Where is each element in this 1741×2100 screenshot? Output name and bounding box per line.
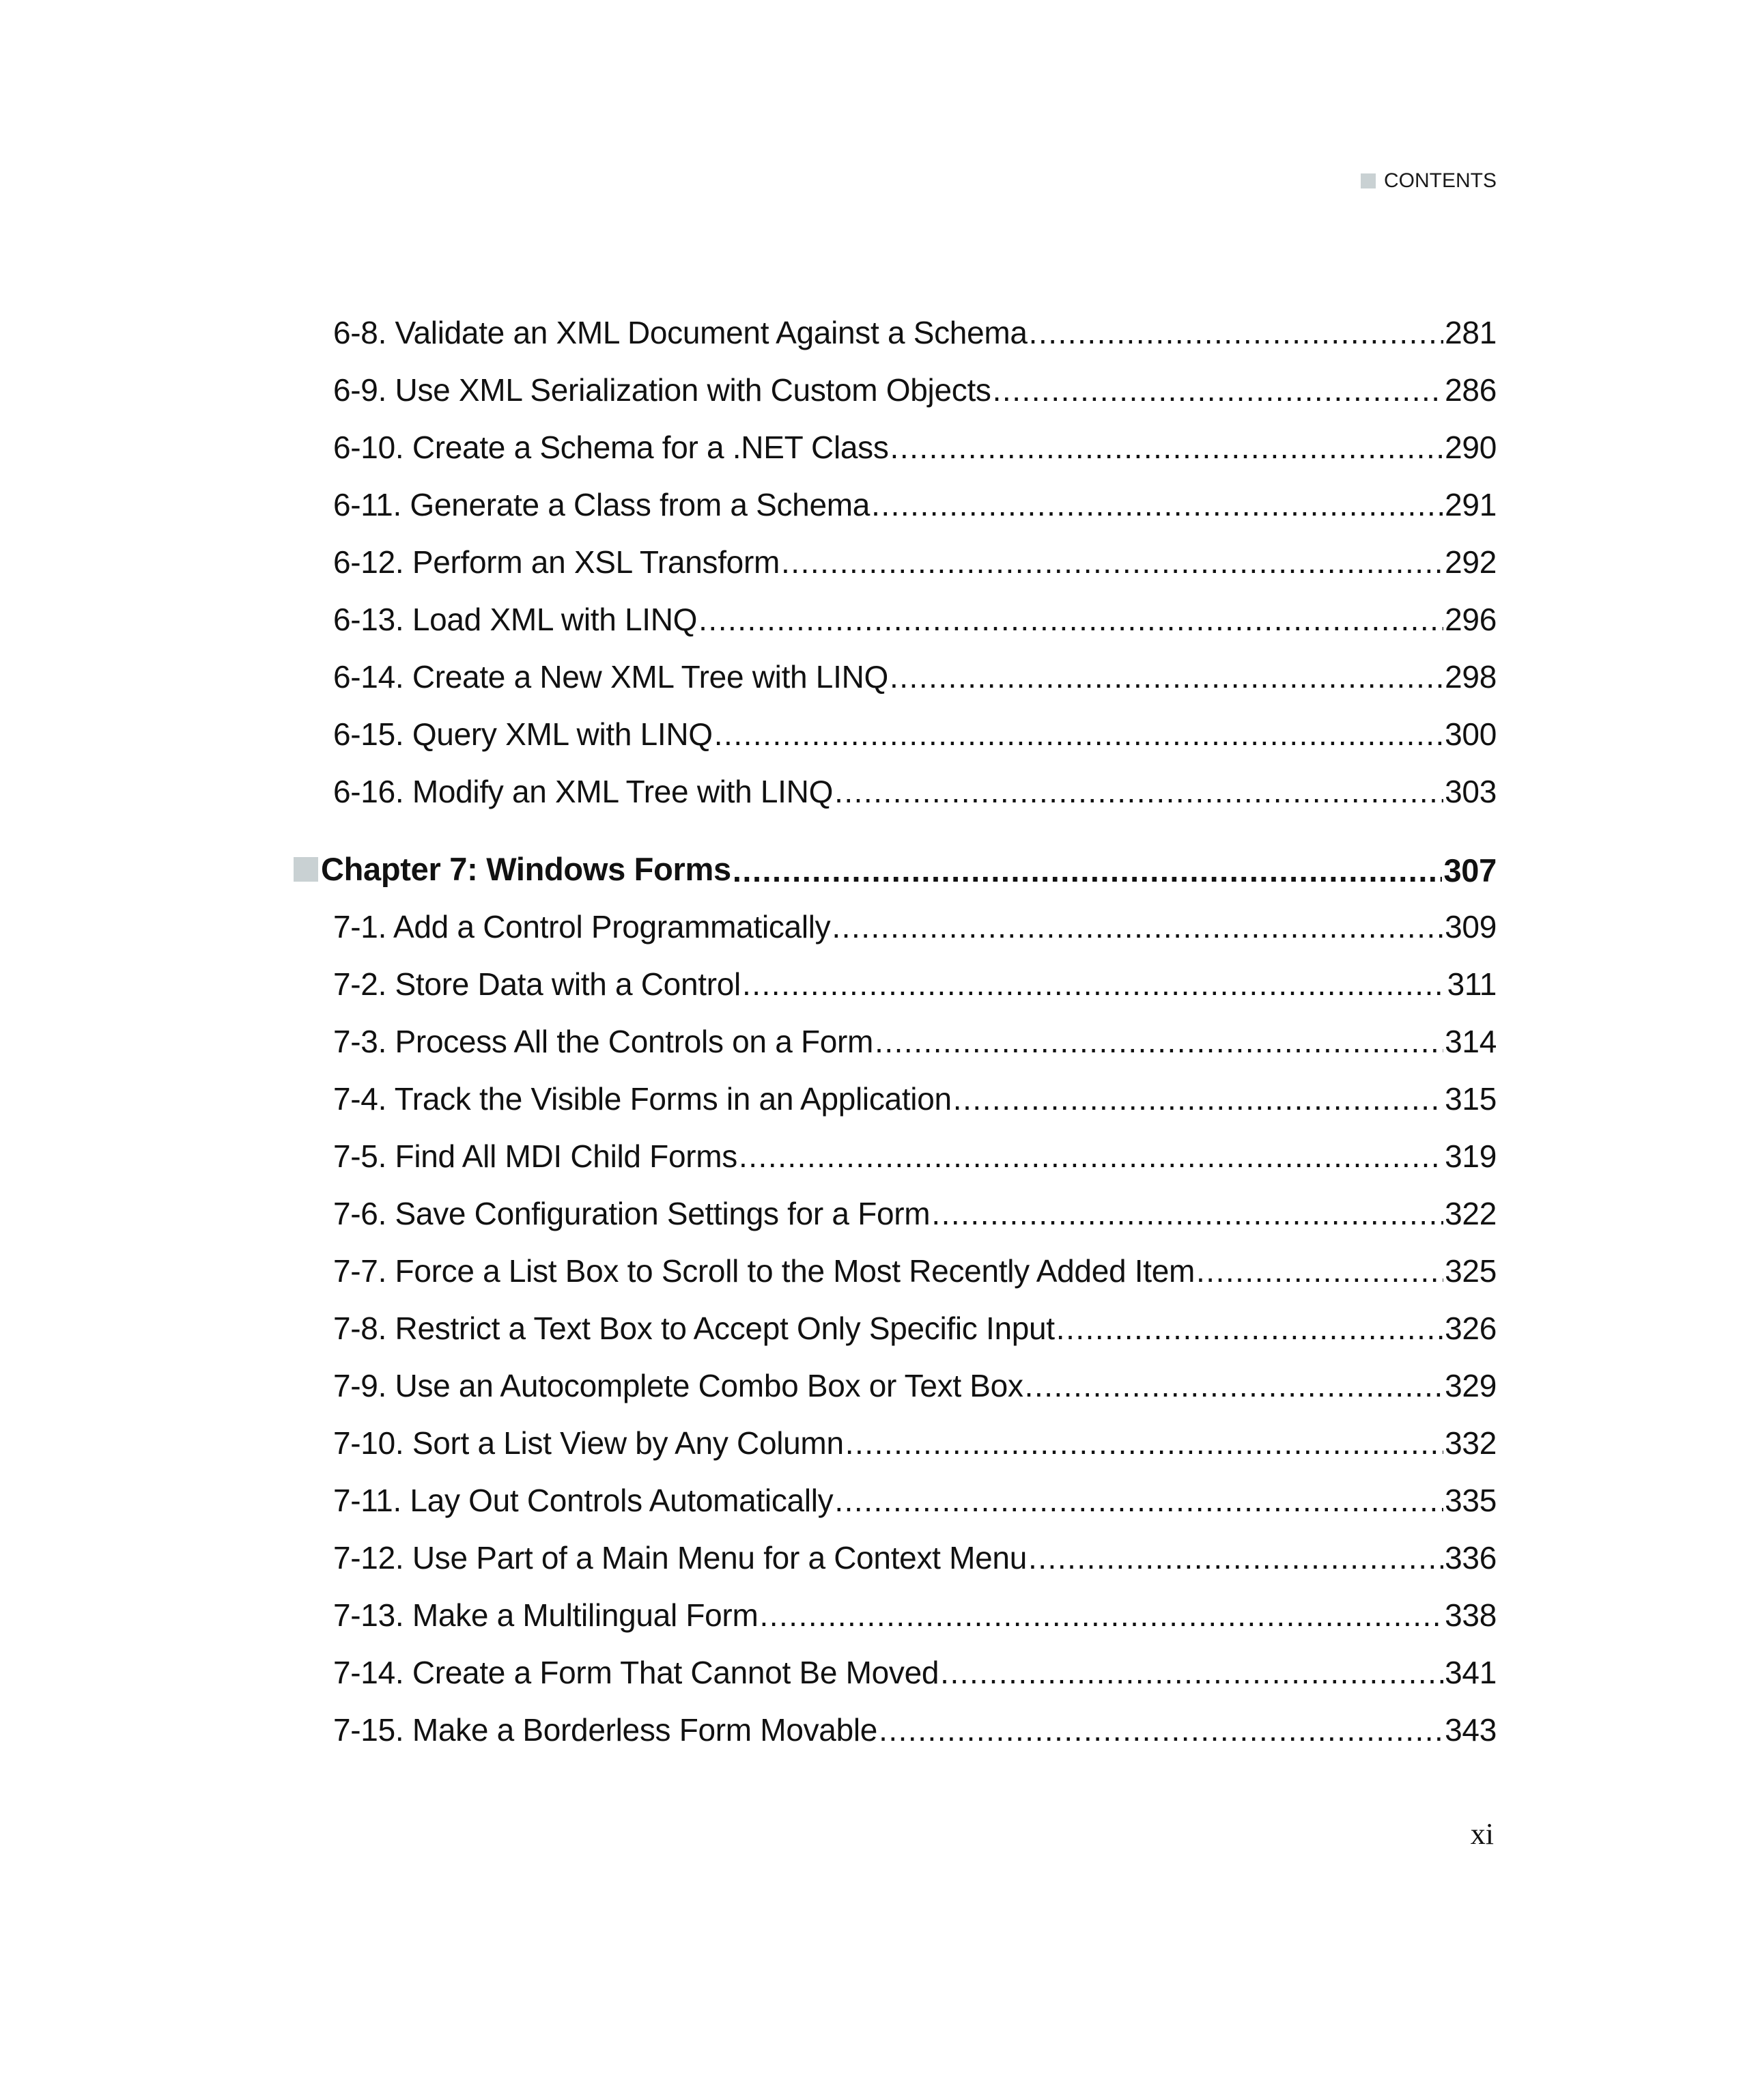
toc-entry-page: 300 — [1445, 716, 1497, 752]
toc-leader-dots — [733, 842, 1443, 899]
toc-chapter-title: Chapter 7: Windows Forms — [321, 851, 731, 887]
toc-entry-page: 335 — [1445, 1483, 1497, 1518]
toc-entry-title: 6-10. Create a Schema for a .NET Class — [333, 430, 889, 465]
toc-entry-title: 6-8. Validate an XML Document Against a Schema — [333, 315, 1028, 350]
page-number: xi — [1470, 1817, 1494, 1851]
toc-entry-title: 7-11. Lay Out Controls Automatically — [333, 1483, 834, 1518]
toc-entry[interactable] — [294, 763, 1497, 820]
toc-leader-dots — [1025, 1357, 1443, 1414]
toc-leader-dots — [845, 1414, 1443, 1472]
toc-entry-title: 6-12. Perform an XSL Transform — [333, 544, 780, 580]
toc-entry[interactable] — [294, 1185, 1497, 1242]
toc-entry[interactable] — [294, 591, 1497, 648]
toc-leader-dots — [940, 1644, 1443, 1701]
toc-entry-title: 7-15. Make a Borderless Form Movable — [333, 1712, 878, 1748]
toc-entry[interactable] — [294, 1586, 1497, 1644]
toc-entry[interactable] — [294, 1472, 1497, 1529]
toc-entry-page: 290 — [1445, 430, 1497, 465]
toc-entry-page: 322 — [1445, 1196, 1497, 1231]
toc-entry-page: 311 — [1447, 966, 1497, 1002]
toc-entry-page: 281 — [1445, 315, 1497, 350]
toc-entry-page: 326 — [1445, 1311, 1497, 1346]
toc-entry-page: 325 — [1445, 1253, 1497, 1289]
toc-entry[interactable] — [294, 705, 1497, 763]
toc-entry-page: 329 — [1445, 1368, 1497, 1403]
toc-entry-title: 7-4. Track the Visible Forms in an Application — [333, 1081, 952, 1117]
toc-leader-dots — [742, 955, 1446, 1013]
toc-entry-title: 7-10. Sort a List View by Any Column — [333, 1425, 844, 1461]
toc-entry[interactable] — [294, 1070, 1497, 1128]
toc-entry[interactable] — [294, 419, 1497, 476]
toc-leader-dots — [1056, 1300, 1443, 1357]
toc-entry-page: 341 — [1445, 1655, 1497, 1690]
toc-entry[interactable] — [294, 1414, 1497, 1472]
toc-entry-title: 7-5. Find All MDI Child Forms — [333, 1138, 737, 1174]
toc-leader-dots — [739, 1128, 1443, 1185]
toc-leader-dots — [1028, 1529, 1443, 1586]
toc-leader-dots — [953, 1070, 1443, 1128]
toc-entry[interactable] — [294, 1300, 1497, 1357]
toc-entry[interactable] — [294, 1357, 1497, 1414]
toc-entry[interactable] — [294, 361, 1497, 419]
toc-entry[interactable] — [294, 476, 1497, 533]
toc-entry-page: 314 — [1445, 1024, 1497, 1059]
toc-leader-dots — [993, 361, 1444, 419]
toc-entry-page: 303 — [1445, 774, 1497, 809]
toc-entry-page: 315 — [1445, 1081, 1497, 1117]
toc-entry-page: 319 — [1445, 1138, 1497, 1174]
toc-entry-title: 7-2. Store Data with a Control — [333, 966, 741, 1002]
header-square-icon — [1361, 173, 1376, 188]
toc-leader-dots — [875, 1013, 1443, 1070]
toc-leader-dots — [714, 705, 1443, 763]
toc-leader-dots — [890, 648, 1443, 705]
toc-entry[interactable] — [294, 1529, 1497, 1586]
toc-entry-page: 338 — [1445, 1597, 1497, 1633]
toc-entry-title: 7-14. Create a Form That Cannot Be Moved — [333, 1655, 939, 1690]
toc-entry[interactable] — [294, 898, 1497, 955]
toc-entry-title: 6-9. Use XML Serialization with Custom Objects — [333, 372, 991, 408]
toc-leader-dots — [834, 763, 1443, 820]
toc-entry-title: 7-7. Force a List Box to Scroll to the Most Recently Added Item — [333, 1253, 1195, 1289]
toc-entry-title: 7-3. Process All the Controls on a Form — [333, 1024, 874, 1059]
toc-entry[interactable] — [294, 304, 1497, 361]
toc-leader-dots — [931, 1185, 1443, 1242]
toc-entry-title: 6-15. Query XML with LINQ — [333, 716, 713, 752]
toc-entry[interactable] — [294, 1128, 1497, 1185]
toc-entry-page: 291 — [1445, 487, 1497, 522]
toc-entry-page: 298 — [1445, 659, 1497, 695]
toc-chapter-title-wrap — [294, 841, 731, 898]
toc-chapter-heading[interactable] — [294, 841, 1497, 898]
toc-entry-page: 292 — [1445, 544, 1497, 580]
toc-entry-title: 7-8. Restrict a Text Box to Accept Only Specific Input — [333, 1311, 1055, 1346]
toc-entry-title: 6-16. Modify an XML Tree with LINQ — [333, 774, 834, 809]
toc-leader-dots — [879, 1701, 1443, 1759]
toc-leader-dots — [698, 591, 1443, 648]
running-header — [1361, 169, 1497, 193]
toc-leader-dots — [871, 476, 1443, 533]
toc-leader-dots — [890, 419, 1444, 476]
toc-entry-title: 7-12. Use Part of a Main Menu for a Context Menu — [333, 1540, 1027, 1576]
toc-entry[interactable] — [294, 1644, 1497, 1701]
toc-leader-dots — [781, 533, 1443, 591]
toc-entry-title: 7-6. Save Configuration Settings for a Form — [333, 1196, 931, 1231]
toc-entry-page: 309 — [1445, 909, 1497, 944]
toc-entry-title: 6-13. Load XML with LINQ — [333, 602, 698, 637]
toc-entry[interactable] — [294, 648, 1497, 705]
toc-leader-dots — [1196, 1242, 1443, 1300]
toc-entry-page: 343 — [1445, 1712, 1497, 1748]
toc-entry-title: 7-13. Make a Multilingual Form — [333, 1597, 759, 1633]
toc-leader-dots — [834, 1472, 1443, 1529]
toc-leader-dots — [832, 898, 1443, 955]
table-of-contents — [294, 304, 1497, 1759]
toc-entry[interactable] — [294, 1242, 1497, 1300]
toc-entry[interactable] — [294, 1701, 1497, 1759]
chapter-marker-icon — [294, 857, 318, 882]
toc-entry[interactable] — [294, 533, 1497, 591]
toc-entry-page: 336 — [1445, 1540, 1497, 1576]
toc-entry-page: 332 — [1445, 1425, 1497, 1461]
running-header-label: CONTENTS — [1384, 169, 1497, 192]
toc-entry-title: 7-1. Add a Control Programmatically — [333, 909, 831, 944]
toc-entry-title: 6-14. Create a New XML Tree with LINQ — [333, 659, 888, 695]
toc-entry-page: 296 — [1445, 602, 1497, 637]
toc-leader-dots — [759, 1586, 1443, 1644]
toc-entry-title: 6-11. Generate a Class from a Schema — [333, 487, 870, 522]
toc-entry-title: 7-9. Use an Autocomplete Combo Box or Text Box — [333, 1368, 1023, 1403]
toc-entry[interactable] — [294, 955, 1497, 1013]
toc-chapter-page: 307 — [1443, 852, 1497, 888]
toc-leader-dots — [1029, 304, 1443, 361]
toc-entry-page: 286 — [1445, 372, 1497, 408]
toc-entry[interactable] — [294, 1013, 1497, 1070]
